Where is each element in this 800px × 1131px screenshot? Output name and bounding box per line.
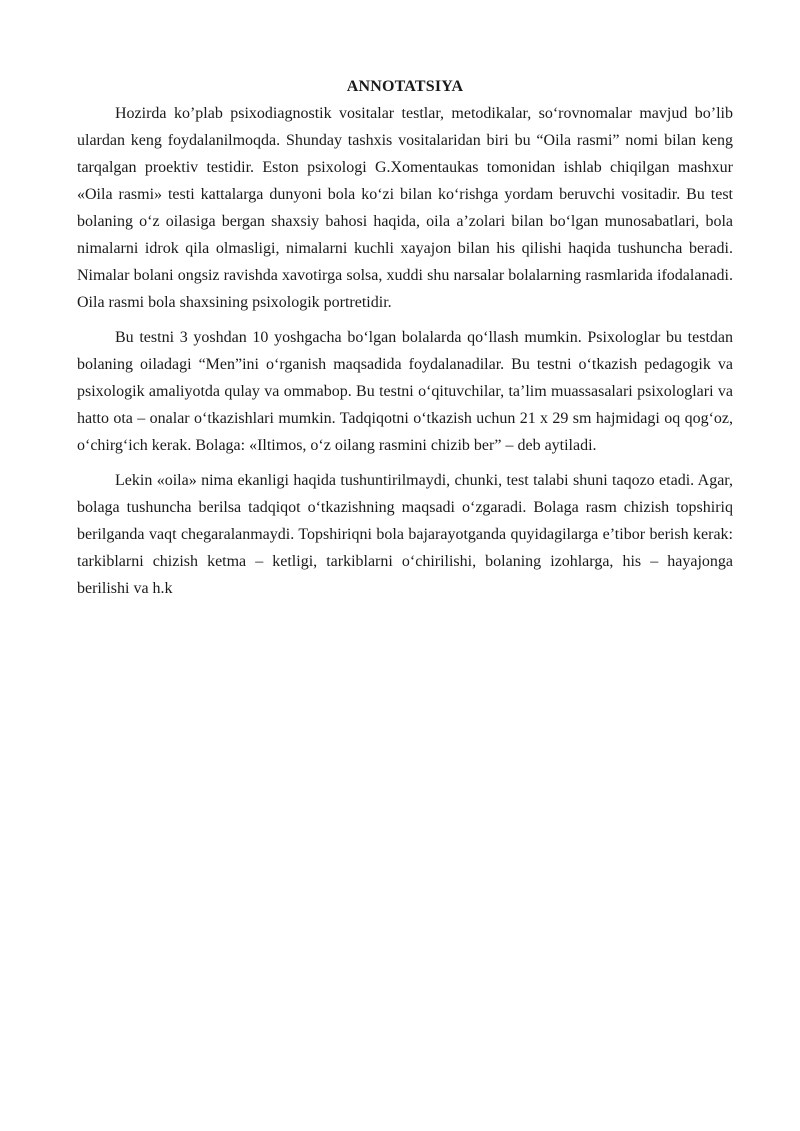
document-title: ANNOTATSIYA [346, 78, 464, 95]
paragraph-1: Hozirda ko’plab psixodiagnostik vositalar testlar, metodikalar, so‘rovnomalar mavjud bo’lib ulardan keng foydalanilmoqda. Shunday tashxis vositalaridan biri bu “Oila rasmi” nomi bilan keng tarqalgan proektiv testidir. Eston psixologi G.Xomentaukas tomonidan ishlab chiqilgan mashxur «Oila rasmi» testi kattalarga dunyoni bola ko‘zi bilan ko‘rishga yordam beruvchi vositadir. Bu test bolaning o‘z oilasiga bergan shaxsiy bahosi haqida, oila a’zolari bilan bo‘lgan munosabatlari, bola nimalarni idrok qila olmasligi, nimalarni kuchli xayajon bilan his qilishi haqida tushuncha beradi. Nimalar bolani ongsiz ravishda xavotirga solsa, xuddi shu narsalar bolalarning rasmlarida ifodalanadi. Oila rasmi bola shaxsining psixologik portretidir. [77, 105, 733, 311]
document-page [77, 74, 733, 610]
paragraph-2: Bu testni 3 yoshdan 10 yoshgacha bo‘lgan bolalarda qo‘llash mumkin. Psixologlar bu testdan bolaning oiladagi “Men”ini o‘rganish maqsadida foydalanadilar. Bu testni o‘tkazish pedagogik va psixologik amaliyotda qulay va ommabop. Bu testni o‘qituvchilar, ta’lim muassasalari psixologlari va hatto ota – onalar o‘tkazishlari mumkin. Tadqiqotni o‘tkazish uchun 21 x 29 sm hajmidagi oq qog‘oz, o‘chirg‘ich kerak. Bolaga: «Iltimos, o‘z oilang rasmini chizib ber” – deb aytiladi. [77, 329, 733, 454]
paragraph-3: Lekin «oila» nima ekanligi haqida tushuntirilmaydi, chunki, test talabi shuni taqozo etadi. Agar, bolaga tushuncha berilsa tadqiqot o‘tkazishning maqsadi o‘zgaradi. Bolaga rasm chizish topshiriq berilganda vaqt chegaralanmaydi. Topshiriqni bola bajarayotganda quyidagilarga e’tibor berish kerak: tarkiblarni chizish ketma – ketligi, tarkiblarni o‘chirilishi, bolaning izohlarga, his – hayajonga berilishi va h.k [77, 472, 733, 597]
